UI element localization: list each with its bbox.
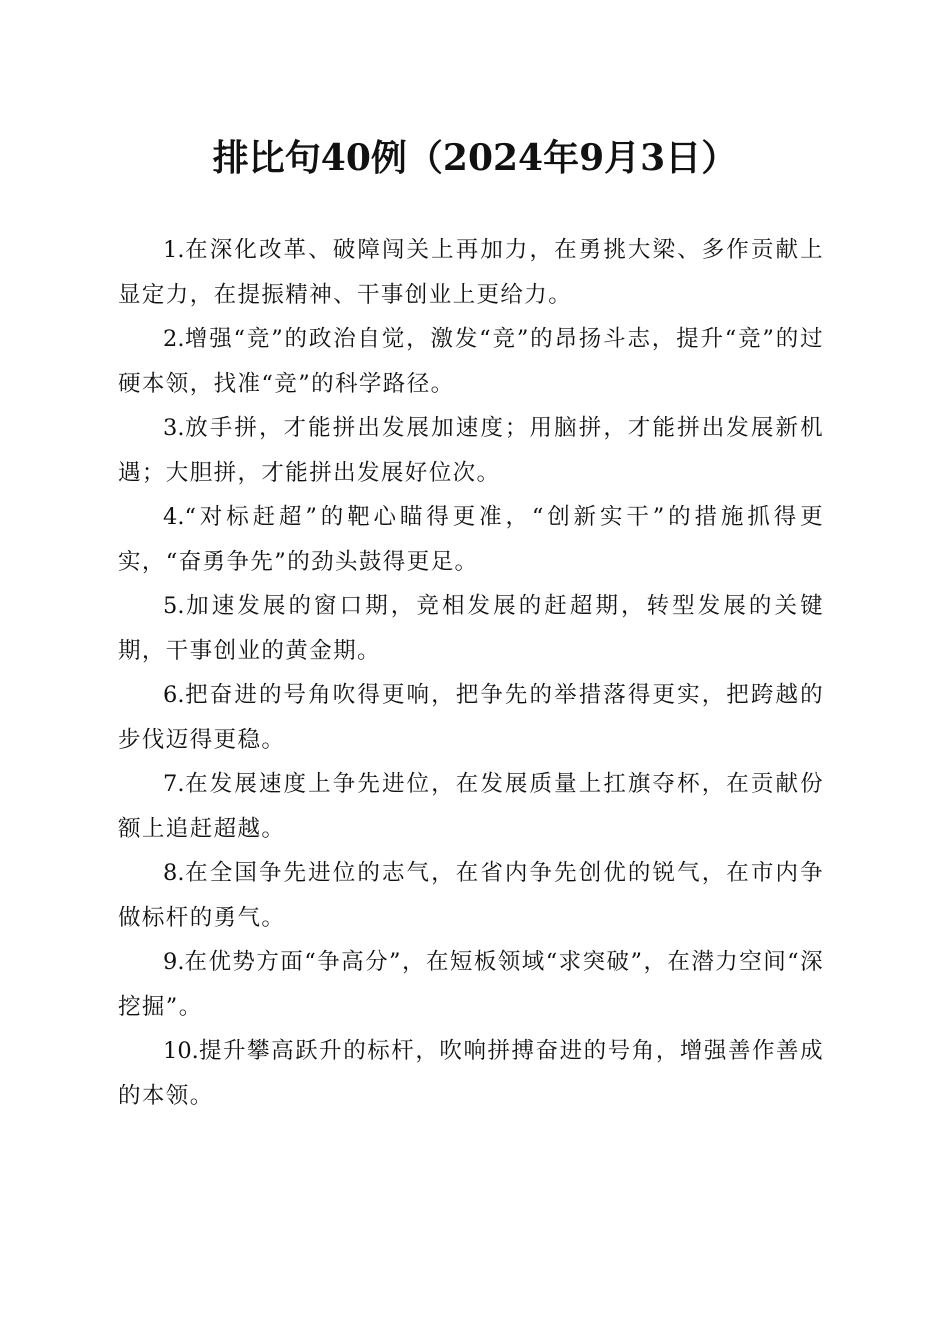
paragraph-number: 4. xyxy=(163,504,185,530)
paragraph-7 xyxy=(118,762,824,851)
paragraph-3 xyxy=(118,406,824,495)
paragraph-text: 在全国争先进位的志气，在省内争先创优的锐气，在市内争做标杆的勇气。 xyxy=(118,860,824,931)
document-title: 排比句40例（2024年9月3日） xyxy=(212,137,738,179)
paragraph-number: 8. xyxy=(163,860,185,886)
paragraph-number: 3. xyxy=(163,415,185,441)
paragraph-number: 1. xyxy=(163,237,185,263)
paragraph-text: 在深化改革、破障闯关上再加力，在勇挑大梁、多作贡献上显定力，在提振精神、干事创业上更给力。 xyxy=(118,237,824,308)
paragraph-text: 在发展速度上争先进位，在发展质量上扛旗夺杯，在贡献份额上追赶超越。 xyxy=(118,771,824,842)
paragraph-6 xyxy=(118,673,824,762)
paragraph-9 xyxy=(118,940,824,1029)
paragraph-text: “对标赶超”的靶心瞄得更准，“创新实干”的措施抓得更实，“奋勇争先”的劲头鼓得更足。 xyxy=(118,504,824,575)
paragraph-number: 5. xyxy=(163,593,185,619)
paragraph-text: 加速发展的窗口期，竞相发展的赶超期，转型发展的关键期，干事创业的黄金期。 xyxy=(118,593,824,664)
paragraph-10 xyxy=(118,1029,824,1118)
paragraph-number: 10. xyxy=(163,1038,199,1064)
paragraph-number: 9. xyxy=(163,949,185,975)
paragraph-text: 在优势方面“争高分”，在短板领域“求突破”，在潜力空间“深挖掘”。 xyxy=(118,949,824,1020)
paragraph-number: 7. xyxy=(163,771,185,797)
paragraph-number: 6. xyxy=(163,682,185,708)
paragraph-1 xyxy=(118,228,824,317)
paragraph-2 xyxy=(118,317,824,406)
paragraph-text: 把奋进的号角吹得更响，把争先的举措落得更实，把跨越的步伐迈得更稳。 xyxy=(118,682,824,753)
paragraph-4 xyxy=(118,495,824,584)
document-body xyxy=(118,228,824,1118)
paragraph-text: 增强“竞”的政治自觉，激发“竞”的昂扬斗志，提升“竞”的过硬本领，找准“竞”的科学路径。 xyxy=(118,326,824,397)
paragraph-text: 提升攀高跃升的标杆，吹响拼搏奋进的号角，增强善作善成的本领。 xyxy=(118,1038,824,1109)
paragraph-text: 放手拼，才能拼出发展加速度；用脑拼，才能拼出发展新机遇；大胆拼，才能拼出发展好位次。 xyxy=(118,415,824,486)
paragraph-5 xyxy=(118,584,824,673)
paragraph-number: 2. xyxy=(163,326,185,352)
paragraph-8 xyxy=(118,851,824,940)
